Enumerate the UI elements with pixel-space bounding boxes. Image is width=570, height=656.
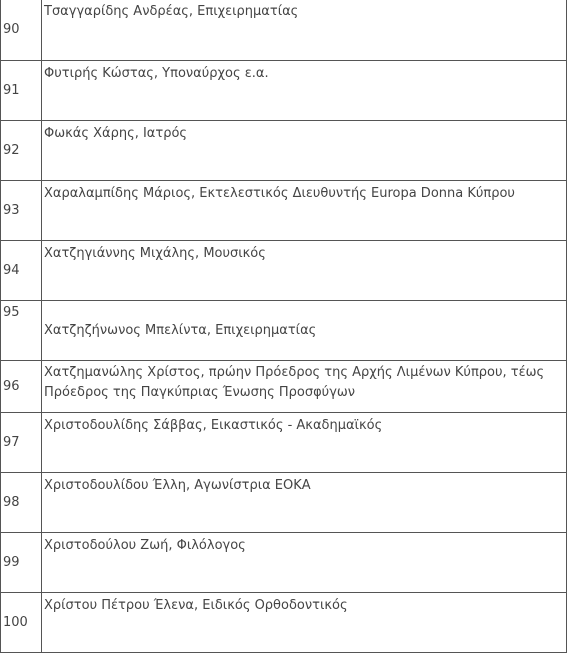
table-row <box>1 361 567 413</box>
row-name-title: Χρίστου Πέτρου Έλενα, Ειδικός Ορθοδοντικός <box>42 593 567 653</box>
row-name-title: Φωκάς Χάρης, Ιατρός <box>42 121 567 181</box>
row-number: 93 <box>1 181 42 241</box>
table-row <box>1 593 567 653</box>
table-row <box>1 241 567 301</box>
row-name-title: Φυτιρής Κώστας, Υποναύρχος ε.α. <box>42 61 567 121</box>
row-name-title: Χατζηγιάννης Μιχάλης, Μουσικός <box>42 241 567 301</box>
row-name-title: Χριστοδούλου Ζωή, Φιλόλογος <box>42 533 567 593</box>
row-name-title: Χαραλαμπίδης Μάριος, Εκτελεστικός Διευθυντής Europa Donna Κύπρου <box>42 181 567 241</box>
row-name-title: Χατζηζήνωνος Μπελίντα, Επιχειρηματίας <box>42 301 567 361</box>
table-row <box>1 121 567 181</box>
table-row <box>1 181 567 241</box>
table-row <box>1 413 567 473</box>
row-name-title: Χριστοδουλίδης Σάββας, Εικαστικός - Ακαδημαϊκός <box>42 413 567 473</box>
row-name-title: Τσαγγαρίδης Ανδρέας, Επιχειρηματίας <box>42 0 567 61</box>
table-row <box>1 301 567 361</box>
row-number: 96 <box>1 361 42 413</box>
table-row <box>1 533 567 593</box>
table-row <box>1 473 567 533</box>
row-name-title: Χατζημανώλης Χρίστος, πρώην Πρόεδρος της Αρχής Λιμένων Κύπρου, τέως Πρόεδρος της Παγκύπριας Ένωσης Προσφύγων <box>42 361 567 413</box>
row-number: 99 <box>1 533 42 593</box>
row-number: 90 <box>1 0 42 61</box>
row-number: 100 <box>1 593 42 653</box>
row-number: 94 <box>1 241 42 301</box>
table-row <box>1 61 567 121</box>
row-number: 92 <box>1 121 42 181</box>
row-number: 91 <box>1 61 42 121</box>
row-number: 97 <box>1 413 42 473</box>
row-number: 95 <box>1 301 42 361</box>
row-name-title: Χριστοδουλίδου Έλλη, Αγωνίστρια ΕΟΚΑ <box>42 473 567 533</box>
table-row <box>1 0 567 61</box>
row-number: 98 <box>1 473 42 533</box>
